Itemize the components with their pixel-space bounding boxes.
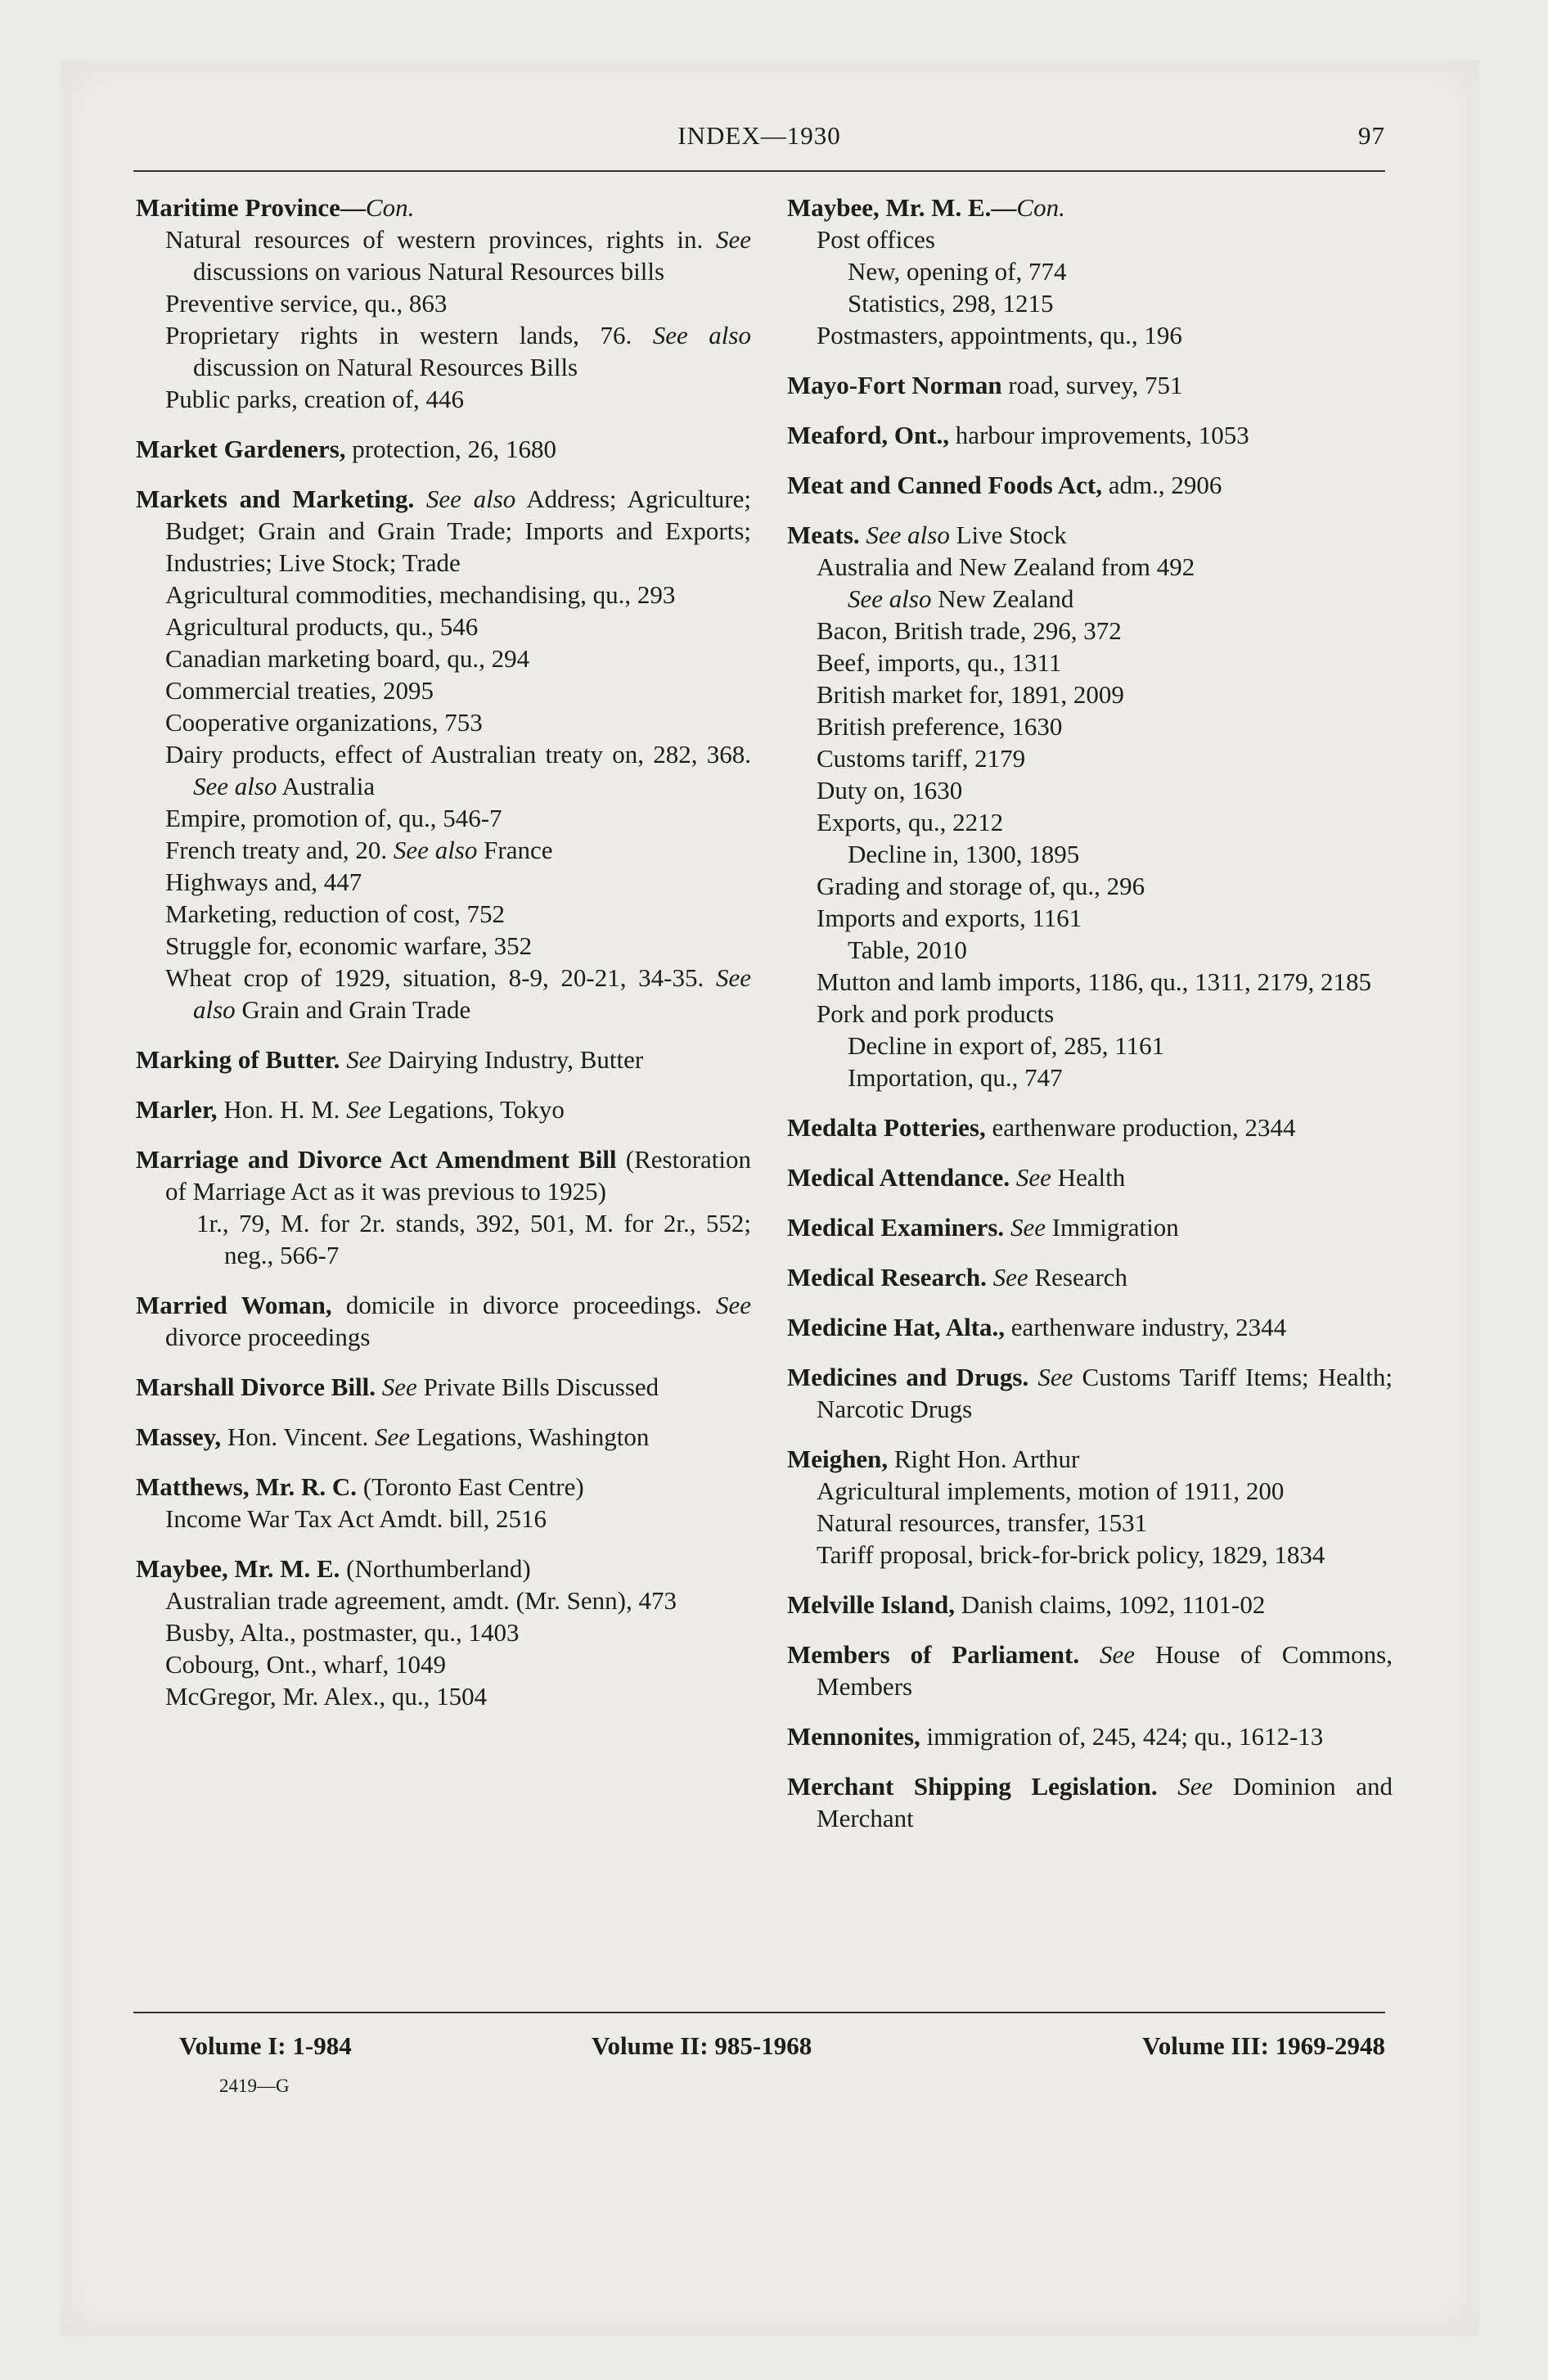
heading-term: Marking of Butter. <box>136 1045 340 1074</box>
subentry-text: Grading and storage of, qu., 296 <box>817 872 1145 900</box>
see-reference: See also <box>193 963 751 1024</box>
running-header <box>133 121 1385 162</box>
index-heading-entry <box>136 1143 751 1207</box>
subsubentry-text: Importation, qu., 747 <box>848 1063 1063 1092</box>
index-heading-entry <box>787 1311 1393 1343</box>
index-subentry <box>136 287 751 319</box>
subentry-text: Canadian marketing board, qu., 294 <box>165 644 530 673</box>
heading-italic: Con. <box>365 193 415 222</box>
subentry-text: Income War Tax Act Amdt. bill, 2516 <box>165 1504 547 1533</box>
subentry-text: Busby, Alta., postmaster, qu., 1403 <box>165 1618 520 1647</box>
see-reference: See <box>346 1045 382 1074</box>
heading-term: Matthews, Mr. R. C. <box>136 1472 358 1501</box>
see-reference: See <box>1010 1213 1046 1242</box>
index-subsubentry <box>787 838 1393 870</box>
index-subentry <box>136 1584 751 1616</box>
index-subsubentry <box>787 934 1393 966</box>
heading-text: House of Commons, Members <box>817 1640 1393 1701</box>
heading-text: earthenware industry, 2344 <box>1005 1313 1287 1341</box>
heading-text: Hon. H. M. <box>217 1095 347 1124</box>
see-reference: See <box>992 1263 1028 1291</box>
subentry-text: Pork and pork products <box>817 999 1055 1028</box>
heading-term: Medical Examiners. <box>787 1213 1005 1242</box>
subentry-text: Agricultural products, qu., 546 <box>165 612 479 641</box>
subentry-text: Struggle for, economic warfare, 352 <box>165 931 533 960</box>
heading-term: Mennonites, <box>787 1722 920 1751</box>
index-subentry <box>136 834 751 866</box>
subentry-text: Public parks, creation of, 446 <box>165 385 465 413</box>
index-subentry <box>136 223 751 287</box>
index-subentry <box>136 802 751 834</box>
index-subentry <box>787 647 1393 678</box>
index-subsubentry <box>787 1062 1393 1093</box>
index-subentry <box>136 1648 751 1680</box>
index-heading-entry <box>787 519 1393 551</box>
left-column <box>136 192 751 1712</box>
subentry-text: Natural resources of western provinces, rights in. <box>165 225 716 254</box>
index-subentry <box>787 678 1393 710</box>
subsubentry-text: Decline in export of, 285, 1161 <box>848 1031 1165 1060</box>
heading-text: Immigration <box>1045 1213 1179 1242</box>
index-subsubentry <box>787 287 1393 319</box>
index-heading-entry <box>787 1161 1393 1193</box>
heading-text: adm., 2906 <box>1101 471 1222 499</box>
index-subentry <box>787 615 1393 647</box>
index-subentry <box>136 383 751 415</box>
index-heading-entry <box>136 1093 751 1125</box>
subsubentry-text: Table, 2010 <box>848 935 967 964</box>
subentry-text: France <box>477 836 553 864</box>
index-subentry <box>136 866 751 898</box>
subentry-text: discussions on various Natural Resources bills <box>193 257 665 286</box>
subentry-text: Australia and New Zealand from 492 <box>817 552 1195 581</box>
subsubentry-text: Statistics, 298, 1215 <box>848 289 1054 318</box>
index-subentry <box>787 1507 1393 1539</box>
heading-term: Medicine Hat, Alta., <box>787 1313 1006 1341</box>
heading-term: Maritime Province— <box>136 193 366 222</box>
heading-term: Merchant Shipping Legislation. <box>787 1772 1158 1801</box>
subsubentry-text: Decline in, 1300, 1895 <box>848 840 1080 868</box>
see-reference: See also <box>866 521 950 549</box>
subentry-text: French treaty and, 20. <box>165 836 394 864</box>
index-heading-entry <box>787 1111 1393 1143</box>
index-heading-entry <box>787 469 1393 501</box>
footer-rule <box>133 2012 1385 2013</box>
subentry-text: Imports and exports, 1161 <box>817 904 1082 932</box>
index-heading-entry <box>787 1211 1393 1243</box>
heading-term: Massey, <box>136 1422 222 1451</box>
index-heading-entry <box>787 1639 1393 1702</box>
subentry-text: discussion on Natural Resources Bills <box>193 353 578 381</box>
subentry-text: Postmasters, appointments, qu., 196 <box>817 321 1182 349</box>
index-subentry <box>136 1616 751 1648</box>
see-reference: See <box>1177 1772 1213 1801</box>
index-heading-entry <box>136 1371 751 1403</box>
subentry-text: Beef, imports, qu., 1311 <box>817 648 1062 677</box>
index-heading-entry <box>787 419 1393 451</box>
page-title: INDEX—1930 <box>677 121 841 150</box>
index-subentry <box>787 806 1393 838</box>
subentry-text: Wheat crop of 1929, situation, 8-9, 20-21, 34-35. <box>165 963 716 992</box>
index-heading-entry <box>136 483 751 579</box>
index-subentry <box>136 1680 751 1712</box>
heading-term: Marshall Divorce Bill. <box>136 1373 376 1401</box>
heading-text: Health <box>1051 1163 1126 1192</box>
heading-text: divorce proceedings <box>165 1323 371 1351</box>
see-reference: See <box>1015 1163 1051 1192</box>
index-subentry <box>136 706 751 738</box>
index-subentry <box>787 1475 1393 1507</box>
heading-term: Married Woman, <box>136 1291 332 1319</box>
heading-term: Meighen, <box>787 1445 889 1473</box>
volume-2-range: Volume II: 985-1968 <box>592 2031 812 2060</box>
see-reference: See also <box>425 485 516 513</box>
heading-italic: Con. <box>1016 193 1065 222</box>
subsubentry-text: New, opening of, 774 <box>848 257 1067 286</box>
index-subsubentry <box>136 1207 751 1271</box>
subsubentry-text: New Zealand <box>931 584 1074 613</box>
subentry-text: Cooperative organizations, 753 <box>165 708 483 737</box>
heading-term: Maybee, Mr. M. E. <box>136 1554 340 1583</box>
subentry-text: McGregor, Mr. Alex., qu., 1504 <box>165 1682 488 1711</box>
see-reference: See <box>346 1095 382 1124</box>
heading-text: protection, 26, 1680 <box>345 435 556 463</box>
index-subentry <box>787 551 1393 583</box>
see-reference: See <box>1037 1363 1073 1391</box>
subentry-text: Natural resources, transfer, 1531 <box>817 1508 1148 1537</box>
index-subentry <box>136 674 751 706</box>
heading-text: Address; Agriculture; Budget; Grain and Grain Trade; Imports and Exports; Industries; Live Stock; Trade <box>165 485 751 577</box>
index-subentry <box>787 1539 1393 1571</box>
index-heading-entry <box>136 1044 751 1075</box>
subentry-text: Duty on, 1630 <box>817 776 963 805</box>
subentry-text: Cobourg, Ont., wharf, 1049 <box>165 1650 446 1679</box>
see-reference: See also <box>848 584 932 613</box>
print-code: 2419—G <box>219 2076 290 2096</box>
subentry-text: Empire, promotion of, qu., 546-7 <box>165 804 502 832</box>
heading-term: Markets and Marketing. <box>136 485 415 513</box>
heading-term: Melville Island, <box>787 1590 955 1619</box>
heading-text: Hon. Vincent. <box>221 1422 376 1451</box>
volume-1-range: Volume I: 1-984 <box>179 2031 352 2060</box>
heading-text: (Northumberland) <box>340 1554 531 1583</box>
heading-text: (Restoration of Marriage Act as it was previous to 1925) <box>165 1145 751 1206</box>
heading-text: Private Bills Discussed <box>416 1373 659 1401</box>
subsubentry-text: 1r., 79, M. for 2r. stands, 392, 501, M. for 2r., 552; neg., 566-7 <box>196 1209 751 1269</box>
heading-term: Members of Parliament. <box>787 1640 1080 1669</box>
heading-text: (Toronto East Centre) <box>357 1472 584 1501</box>
subentry-text: Agricultural implements, motion of 1911, 200 <box>817 1476 1285 1505</box>
see-reference: See <box>375 1422 411 1451</box>
heading-term: Marler, <box>136 1095 218 1124</box>
heading-term: Marriage and Divorce Act Amendment Bill <box>136 1145 617 1174</box>
heading-text: Legations, Tokyo <box>381 1095 565 1124</box>
index-subentry <box>136 930 751 962</box>
subentry-text: Tariff proposal, brick-for-brick policy, 1829, 1834 <box>817 1540 1325 1569</box>
index-heading-entry <box>136 1471 751 1503</box>
heading-text: earthenware production, 2344 <box>985 1113 1296 1142</box>
subentry-text: Marketing, reduction of cost, 752 <box>165 899 505 928</box>
subentry-text: Exports, qu., 2212 <box>817 808 1004 836</box>
see-reference: See <box>1100 1640 1136 1669</box>
heading-text: Danish claims, 1092, 1101-02 <box>954 1590 1266 1619</box>
index-heading-entry <box>136 1289 751 1353</box>
volume-3-range: Volume III: 1969-2948 <box>1142 2031 1385 2060</box>
index-heading-entry <box>136 192 751 223</box>
index-subentry <box>787 966 1393 998</box>
index-subentry <box>787 223 1393 255</box>
index-subentry <box>136 738 751 802</box>
index-heading-entry <box>787 369 1393 401</box>
heading-text: Right Hon. Arthur <box>888 1445 1080 1473</box>
index-subentry <box>136 611 751 642</box>
index-heading-entry <box>787 1261 1393 1293</box>
subentry-text: British market for, 1891, 2009 <box>817 680 1124 709</box>
index-subentry <box>787 870 1393 902</box>
heading-text: harbour improvements, 1053 <box>949 421 1249 449</box>
heading-term: Mayo-Fort Norman <box>787 371 1002 399</box>
subentry-text: Grain and Grain Trade <box>235 995 471 1024</box>
subentry-text: Proprietary rights in western lands, 76. <box>165 321 653 349</box>
index-heading-entry <box>136 433 751 465</box>
index-heading-entry <box>787 192 1393 223</box>
heading-text: Live Stock <box>949 521 1067 549</box>
index-heading-entry <box>136 1421 751 1453</box>
index-subentry <box>787 774 1393 806</box>
see-reference: See <box>715 1291 751 1319</box>
subentry-text: Mutton and lamb imports, 1186, qu., 1311, 2179, 2185 <box>817 967 1371 996</box>
subentry-text: Post offices <box>817 225 935 254</box>
heading-term: Meats. <box>787 521 860 549</box>
index-heading-entry <box>787 1361 1393 1425</box>
heading-term: Medalta Potteries, <box>787 1113 986 1142</box>
index-subentry <box>136 898 751 930</box>
index-subsubentry <box>787 255 1393 287</box>
index-heading-entry <box>787 1720 1393 1752</box>
heading-term: Market Gardeners, <box>136 435 346 463</box>
heading-term: Meat and Canned Foods Act, <box>787 471 1102 499</box>
heading-text: Research <box>1028 1263 1128 1291</box>
index-subentry <box>787 319 1393 351</box>
header-rule <box>133 170 1385 172</box>
heading-text: domicile in divorce proceedings. <box>331 1291 716 1319</box>
index-subentry <box>136 319 751 383</box>
heading-text: Dairying Industry, Butter <box>381 1045 644 1074</box>
page-number: 97 <box>1358 121 1385 150</box>
subentry-text: Customs tariff, 2179 <box>817 744 1026 773</box>
index-heading-entry <box>787 1589 1393 1620</box>
index-subentry <box>787 742 1393 774</box>
index-subentry <box>787 998 1393 1030</box>
index-subentry <box>136 642 751 674</box>
see-reference: See <box>715 225 751 254</box>
index-subsubentry <box>787 583 1393 615</box>
see-reference: See also <box>193 772 277 800</box>
index-subsubentry <box>787 1030 1393 1062</box>
right-column <box>787 192 1393 1834</box>
heading-term: Medical Research. <box>787 1263 987 1291</box>
index-heading-entry <box>136 1553 751 1584</box>
subentry-text: Preventive service, qu., 863 <box>165 289 448 318</box>
subentry-text: Agricultural commodities, mechandising, qu., 293 <box>165 580 676 609</box>
heading-text: Customs Tariff Items; Health; Narcotic Drugs <box>817 1363 1393 1423</box>
heading-text: Legations, Washington <box>410 1422 650 1451</box>
subentry-text: Highways and, 447 <box>165 868 362 896</box>
heading-term: Medical Attendance. <box>787 1163 1010 1192</box>
index-subentry <box>136 579 751 611</box>
heading-text: road, survey, 751 <box>1001 371 1183 399</box>
see-reference: See also <box>652 321 751 349</box>
index-subentry <box>787 902 1393 934</box>
volume-footer <box>133 2031 1385 2067</box>
heading-term: Medicines and Drugs. <box>787 1363 1029 1391</box>
index-subentry <box>787 710 1393 742</box>
index-heading-entry <box>787 1443 1393 1475</box>
subentry-text: Bacon, British trade, 296, 372 <box>817 616 1122 645</box>
subentry-text: Commercial treaties, 2095 <box>165 676 434 705</box>
heading-text: immigration of, 245, 424; qu., 1612-13 <box>920 1722 1324 1751</box>
index-heading-entry <box>787 1770 1393 1834</box>
subentry-text: Australian trade agreement, amdt. (Mr. Senn), 473 <box>165 1586 677 1615</box>
index-subentry <box>136 1503 751 1535</box>
subentry-text: Dairy products, effect of Australian treaty on, 282, 368. <box>165 740 751 769</box>
heading-text: Dominion and Merchant <box>817 1772 1393 1832</box>
heading-term: Maybee, Mr. M. E.— <box>787 193 1017 222</box>
subentry-text: British preference, 1630 <box>817 712 1063 741</box>
heading-term: Meaford, Ont., <box>787 421 950 449</box>
index-subentry <box>136 962 751 1025</box>
see-reference: See <box>381 1373 417 1401</box>
see-reference: See also <box>393 836 478 864</box>
subentry-text: Australia <box>277 772 376 800</box>
